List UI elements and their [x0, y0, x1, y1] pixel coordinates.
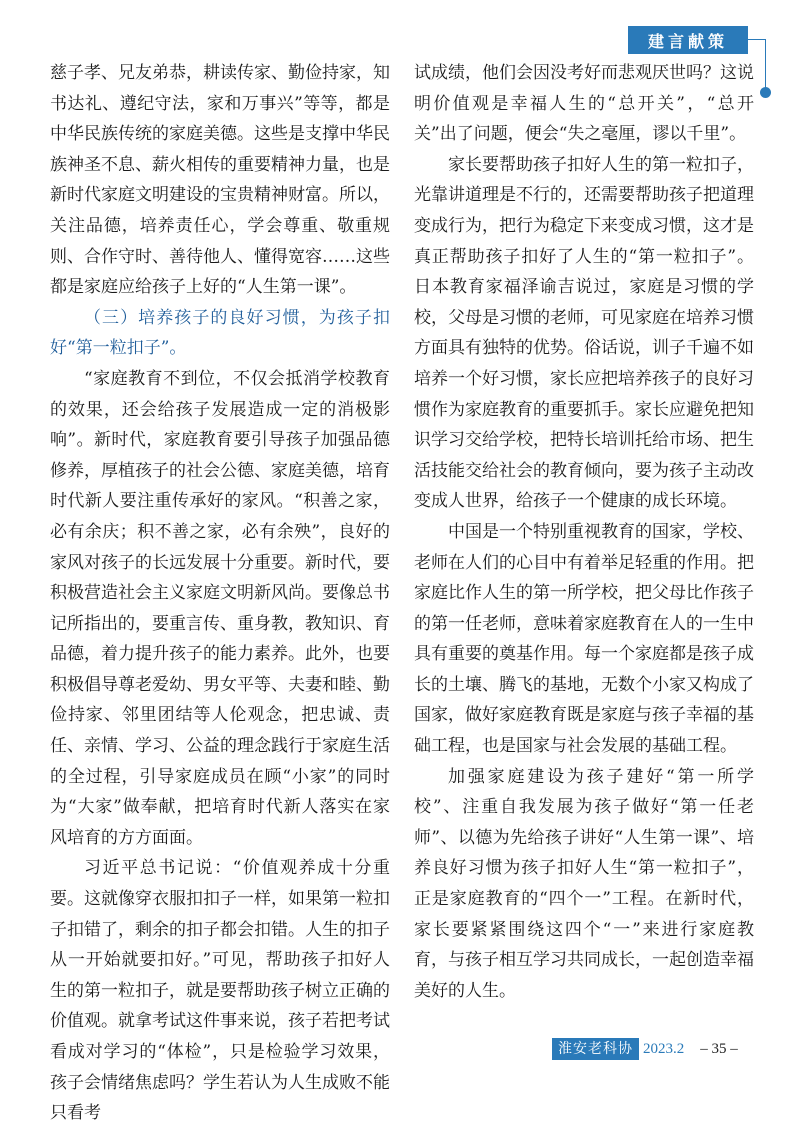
right-column	[414, 58, 754, 1006]
page-number: – 35 –	[700, 1040, 738, 1057]
section-tab: 建言献策	[628, 26, 748, 54]
paragraph: 慈子孝、兄友弟恭，耕读传家、勤俭持家，知书达礼、遵纪守法，家和万事兴”等等，都是中华民族传统的家庭美德。这些是支撑中华民族神圣不息、薪火相传的重要精神力量，也是新时代家庭文明建设的宝贵精神财富。所以，关注品德，培养责任心，学会尊重、敬重规则、合作守时、善待他人、懂得宽容……这些都是家庭应给孩子上好的“人生第一课”。	[50, 63, 390, 298]
paragraph: 加强家庭建设为孩子建好“第一所学校”、注重自我发展为孩子做好“第一任老师”、以德为先给孩子讲好“人生第一课”、培养良好习惯为孩子扣好人生“第一粒扣子”，正是家庭教育的“四个一”工程。在新时代，家长要紧紧围绕这四个“一”来进行家庭教育，与孩子相互学习共同成长，一起创造幸福美好的人生。	[414, 766, 754, 1001]
decorative-line	[748, 39, 766, 40]
left-column	[50, 58, 390, 1129]
decorative-line	[765, 39, 766, 89]
page-footer	[552, 1038, 738, 1060]
paragraph: 家长要帮助孩子扣好人生的第一粒扣子，光靠讲道理是不行的，还需要帮助孩子把道理变成行为，把行为稳定下来变成习惯，这才是真正帮助孩子扣好了人生的“第一粒扣子”。日本教育家福泽谕吉说过，家庭是习惯的学校，父母是习惯的老师，可见家庭在培养习惯方面具有独特的优势。俗话说，训子千遍不如培养一个好习惯，家长应把培养孩子的良好习惯作为家庭教育的重要抓手。家长应避免把知识学习交给学校，把特长培训托给市场、把生活技能交给社会的教育倾向，要为孩子主动改变成人世界，给孩子一个健康的成长环境。	[414, 154, 754, 512]
decorative-dot	[760, 87, 771, 98]
journal-name: 淮安老科协	[552, 1038, 639, 1060]
issue-number: 2023.2	[643, 1040, 685, 1057]
paragraph: “家庭教育不到位，不仅会抵消学校教育的效果，还会给孩子发展造成一定的消极影响”。新时代，家庭教育要引导孩子加强品德修养，厚植孩子的社会公德、家庭美德，培育时代新人要注重传承好的家风。“积善之家，必有余庆；积不善之家，必有余殃”，良好的家风对孩子的长远发展十分重要。新时代，要积极营造社会主义家庭文明新风尚。要像总书记所指出的，要重言传、重身教，教知识、育品德，着力提升孩子的能力素养。此外，也要积极倡导尊老爱幼、男女平等、夫妻和睦、勤俭持家、邻里团结等人伦观念，把忠诚、责任、亲情、学习、公益的理念践行于家庭生活的全过程，引导家庭成员在顾“小家”的同时为“大家”做奉献，把培育时代新人落实在家风培育的方方面面。	[50, 368, 390, 848]
section-heading: （三）培养孩子的良好习惯，为孩子扣好“第一粒扣子”。	[50, 307, 390, 359]
paragraph: 中国是一个特别重视教育的国家，学校、老师在人们的心目中有着举足轻重的作用。把家庭比作人生的第一所学校，把父母比作孩子的第一任老师，意味着家庭教育在人的一生中具有重要的奠基作用。每一个家庭都是孩子成长的土壤、腾飞的基地，无数个小家又构成了国家，做好家庭教育既是家庭与孩子幸福的基础工程，也是国家与社会发展的基础工程。	[414, 521, 754, 757]
paragraph: 习近平总书记说：“价值观养成十分重要。这就像穿衣服扣扣子一样，如果第一粒扣子扣错了，剩余的扣子都会扣错。人生的扣子从一开始就要扣好。”可见，帮助孩子扣好人生的第一粒扣子，就是要帮助孩子树立正确的价值观。就拿考试这件事来说，孩子若把考试看成对学习的“体检”，只是检验学习效果，孩子会情绪焦虑吗？学生若认为人生成败不能只看考	[50, 858, 390, 1124]
paragraph: 试成绩，他们会因没考好而悲观厌世吗？这说明价值观是幸福人生的“总开关”，“总开关”出了问题，便会“失之毫厘，谬以千里”。	[414, 63, 754, 145]
